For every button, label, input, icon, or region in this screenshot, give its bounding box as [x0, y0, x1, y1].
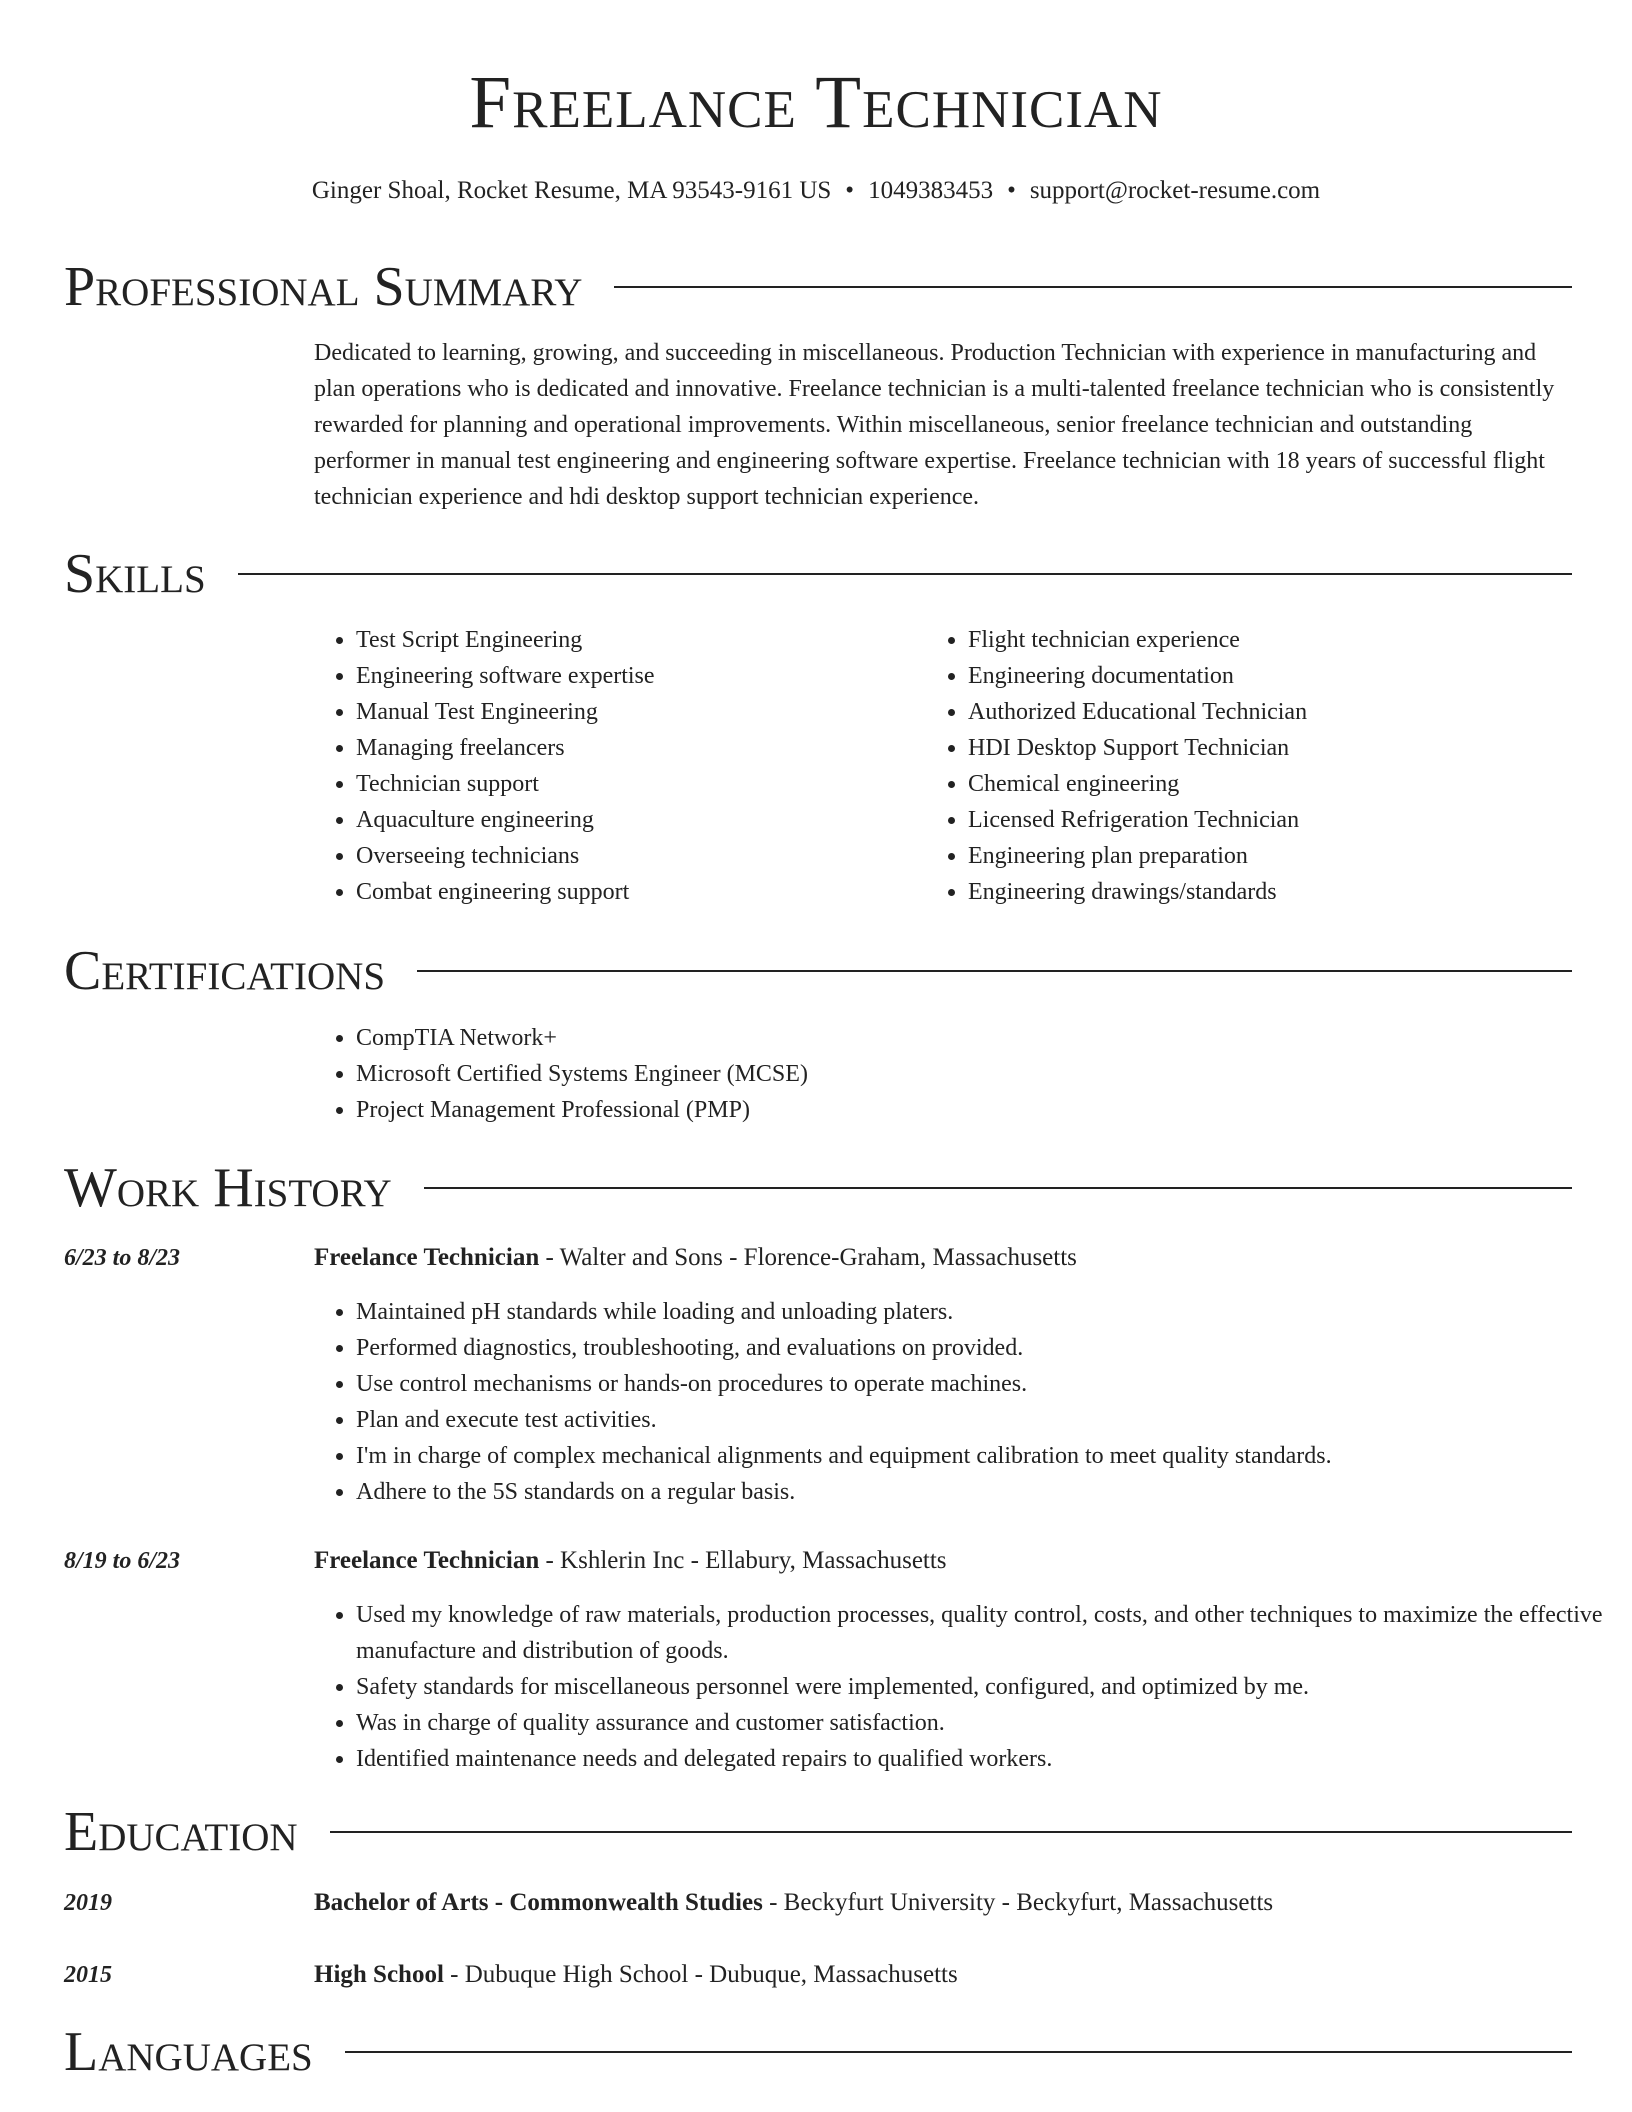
job-bullet: • Safety standards for miscellaneous personnel were implemented, configured, and optimized by me.: [356, 1669, 1612, 1705]
section-title: Languages: [64, 2021, 313, 2083]
education-entry: [314, 1957, 1572, 1993]
certification-item: • Project Management Professional (PMP): [356, 1092, 1612, 1128]
skills-list-right: [924, 622, 1568, 910]
skill-item: • Test Script Engineering: [356, 622, 916, 658]
job-bullet: • Use control mechanisms or hands-on procedures to operate machines.: [356, 1366, 1612, 1402]
education-entry: [314, 1885, 1572, 1921]
section-header-languages: [64, 2021, 1572, 2083]
candidate-name: Freelance Technician: [469, 61, 1163, 144]
contact-separator: •: [1007, 177, 1016, 204]
job-bullets: [312, 1597, 1612, 1777]
skill-item: • Flight technician experience: [968, 622, 1568, 658]
section-title: Skills: [64, 543, 206, 605]
skill-item: • Engineering drawings/standards: [968, 874, 1568, 910]
section-divider: [614, 286, 1572, 288]
section-header-education: [64, 1801, 1572, 1863]
section-header-skills: [64, 543, 1572, 605]
job-bullets: [312, 1294, 1612, 1510]
job-bullet: • Maintained pH standards while loading and unloading platers.: [356, 1294, 1612, 1330]
skill-item: • Licensed Refrigeration Technician: [968, 802, 1568, 838]
section-header-summary: [64, 256, 1572, 318]
skill-item: • Combat engineering support: [356, 874, 916, 910]
job-bullet: • Adhere to the 5S standards on a regular basis.: [356, 1474, 1612, 1510]
section-header-certifications: [64, 940, 1572, 1002]
job-title: Freelance Technician: [314, 1244, 540, 1271]
job-employer: - Kshlerin Inc - Ellabury, Massachusetts: [539, 1547, 947, 1574]
skill-item: • Engineering plan preparation: [968, 838, 1568, 874]
skill-item: • Chemical engineering: [968, 766, 1568, 802]
certification-item: • Microsoft Certified Systems Engineer (MCSE): [356, 1056, 1612, 1092]
section-divider: [345, 2051, 1572, 2053]
skill-item: • Overseeing technicians: [356, 838, 916, 874]
skill-item: • Manual Test Engineering: [356, 694, 916, 730]
job-bullet: • Plan and execute test activities.: [356, 1402, 1612, 1438]
contact-line: [0, 174, 1632, 208]
contact-phone: 1049383453: [868, 177, 994, 204]
skill-item: • Managing freelancers: [356, 730, 916, 766]
job-title: Freelance Technician: [314, 1547, 540, 1574]
section-divider: [238, 573, 1572, 575]
section-title: Professional Summary: [64, 256, 583, 318]
summary-text: Dedicated to learning, growing, and succeeding in miscellaneous. Production Technician with experience in manufacturing and plan operations who is dedicated and innovative. Freelance technician is a multi-talented freelance technician who is consistently rewarded for planning and operational improvements. Within miscellaneous, senior freelance technician and outstanding performer in manual test engineering and engineering software expertise. Freelance technician with 18 years of successful flight technician experience and hdi desktop support technician experience.: [314, 340, 1555, 510]
job-bullet: • Performed diagnostics, troubleshooting, and evaluations on provided.: [356, 1330, 1612, 1366]
section-divider: [424, 1187, 1572, 1189]
skill-item: • Aquaculture engineering: [356, 802, 916, 838]
job-dates: 8/19 to 6/23: [64, 1548, 181, 1574]
education-year: 2019: [64, 1890, 112, 1916]
skill-item: • HDI Desktop Support Technician: [968, 730, 1568, 766]
section-divider: [417, 970, 1572, 972]
skill-item: • Engineering documentation: [968, 658, 1568, 694]
job-heading: [314, 1543, 1572, 1579]
section-divider: [330, 1831, 1572, 1833]
certifications-list: [312, 1020, 1612, 1128]
section-title: Work History: [64, 1157, 392, 1219]
job-bullet: • Was in charge of quality assurance and customer satisfaction.: [356, 1705, 1612, 1741]
job-dates: 6/23 to 8/23: [64, 1245, 181, 1271]
skill-item: • Authorized Educational Technician: [968, 694, 1568, 730]
skill-item: • Engineering software expertise: [356, 658, 916, 694]
section-header-work-history: [64, 1157, 1572, 1219]
section-title: Education: [64, 1801, 298, 1863]
job-bullet: • Identified maintenance needs and delegated repairs to qualified workers.: [356, 1741, 1612, 1777]
contact-address: Ginger Shoal, Rocket Resume, MA 93543-9161 US: [311, 177, 832, 204]
job-bullet: • Used my knowledge of raw materials, production processes, quality control, costs, and other techniques to maximize the effective manufacture and distribution of goods.: [356, 1597, 1612, 1669]
education-school: - Beckyfurt University - Beckyfurt, Massachusetts: [762, 1889, 1274, 1916]
job-employer: - Walter and Sons - Florence-Graham, Massachusetts: [539, 1244, 1077, 1271]
job-bullet: • I'm in charge of complex mechanical alignments and equipment calibration to meet quality standards.: [356, 1438, 1612, 1474]
education-school: - Dubuque High School - Dubuque, Massachusetts: [443, 1961, 958, 1988]
skills-list-left: [312, 622, 916, 910]
contact-email: support@rocket-resume.com: [1029, 177, 1321, 204]
education-degree: High School: [314, 1961, 444, 1988]
education-year: 2015: [64, 1962, 112, 1988]
education-degree: Bachelor of Arts - Commonwealth Studies: [314, 1889, 763, 1916]
certification-item: • CompTIA Network+: [356, 1020, 1612, 1056]
skill-item: • Technician support: [356, 766, 916, 802]
job-heading: [314, 1240, 1572, 1276]
section-title: Certifications: [64, 940, 386, 1002]
contact-separator: •: [845, 177, 855, 204]
